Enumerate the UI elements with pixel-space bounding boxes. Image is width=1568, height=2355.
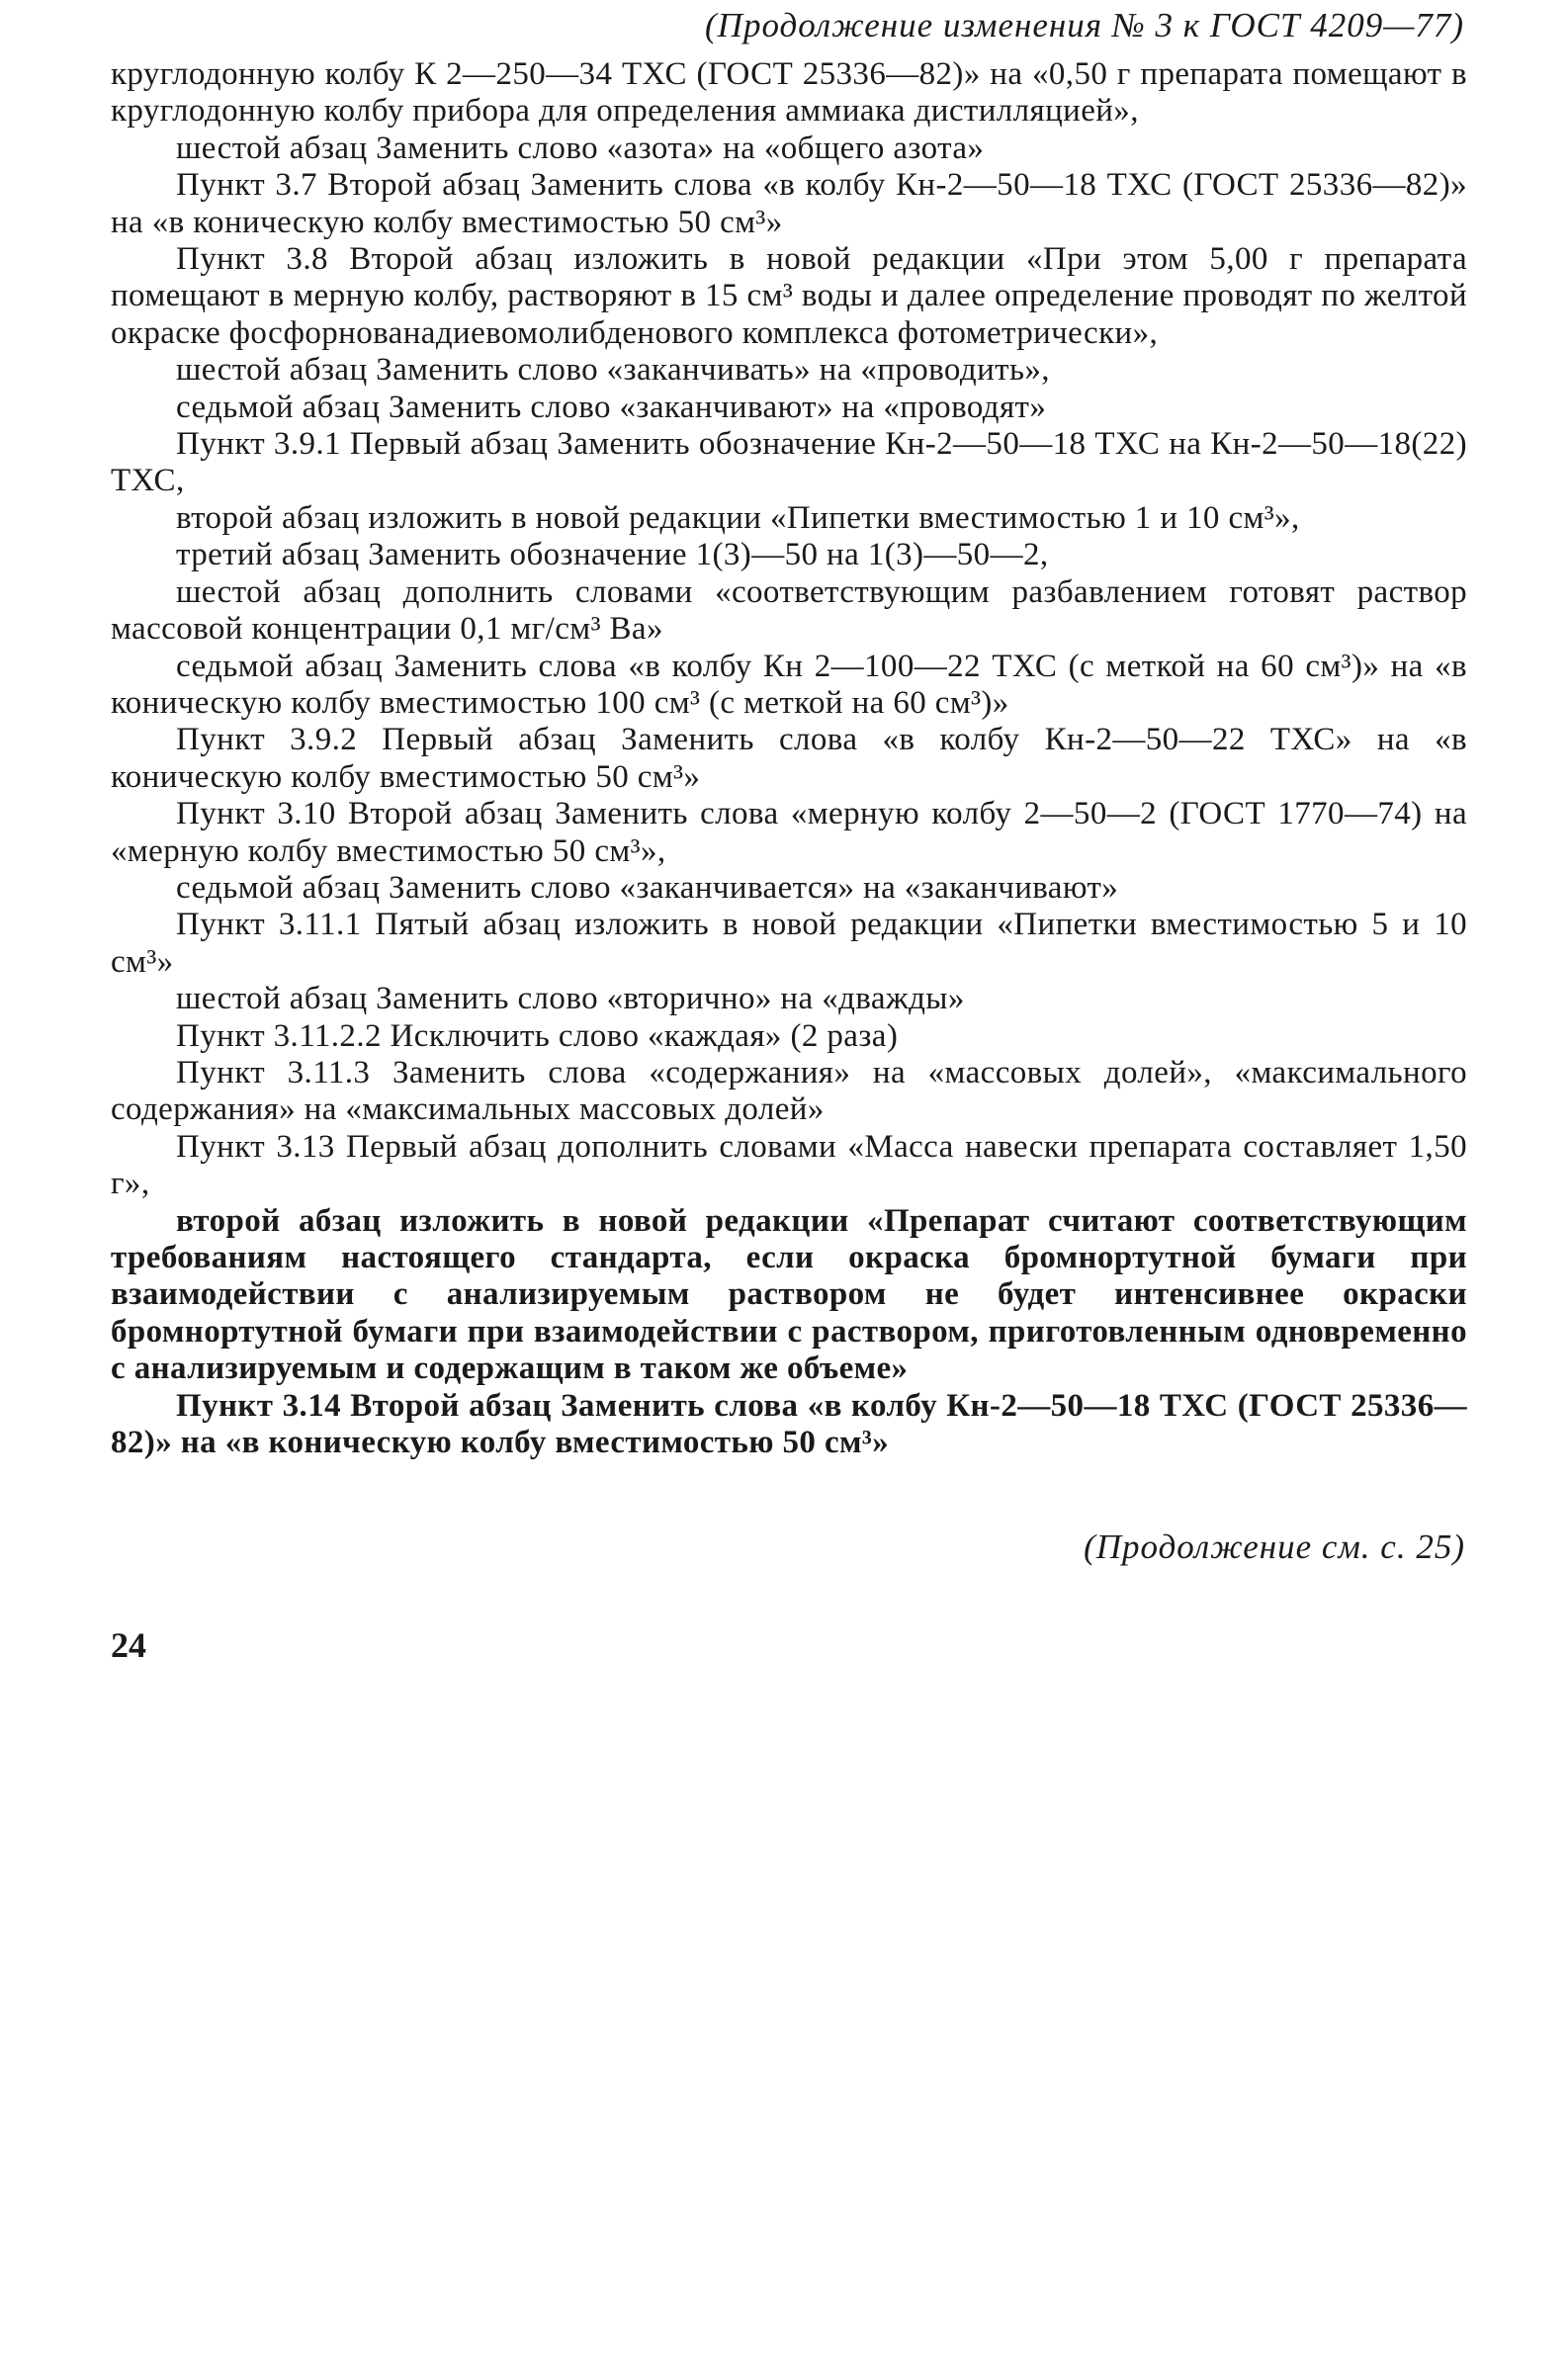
page-number: 24 — [111, 1625, 146, 1665]
paragraph: шестой абзац Заменить слово «вторично» на «дважды» — [176, 981, 965, 1017]
paragraph: Пункт 3.11.2.2 Исключить слово «каждая» (2 раза) — [176, 1017, 899, 1054]
paragraph: Пункт 3.8 Второй абзац изложить в новой редакции «При этом 5,00 г препарата помещают в мерную колбу, растворяют в 15 см³ воды и далее определение проводят по желтой окраске фосфорнованадиевомолибденового комплекса фотометрически», — [111, 241, 1467, 351]
running-header: (Продолжение изменения № 3 к ГОСТ 4209—77) — [705, 6, 1464, 44]
body-text — [111, 56, 1467, 1461]
paragraph: седьмой абзац Заменить слово «заканчивается» на «заканчивают» — [176, 869, 1119, 906]
paragraph: шестой абзац Заменить слово «азота» на «общего азота» — [176, 130, 985, 166]
paragraph: седьмой абзац Заменить слова «в колбу Кн 2—100—22 ТХС (с меткой на 60 см³)» на «в коническую колбу вместимостью 100 см³ (с меткой на 60 см³)» — [111, 648, 1467, 721]
paragraph: шестой абзац Заменить слово «заканчивать» на «проводить», — [176, 352, 1050, 389]
paragraph: Пункт 3.13 Первый абзац дополнить словами «Масса навески препарата составляет 1,50 г», — [111, 1128, 1467, 1202]
paragraph: седьмой абзац Заменить слово «заканчивают» на «проводят» — [176, 389, 1047, 425]
paragraph: Пункт 3.14 Второй абзац Заменить слова «в колбу Кн-2—50—18 ТХС (ГОСТ 25336—82)» на «в коническую колбу вместимостью 50 см³» — [111, 1387, 1467, 1461]
paragraph: второй абзац изложить в новой редакции «Пипетки вместимостью 1 и 10 см³», — [176, 499, 1300, 536]
paragraph: круглодонную колбу К 2—250—34 ТХС (ГОСТ 25336—82)» на «0,50 г препарата помещают в круглодонную колбу прибора для определения аммиака дистилляцией», — [111, 56, 1467, 130]
paragraph: третий абзац Заменить обозначение 1(3)—50 на 1(3)—50—2, — [176, 537, 1049, 573]
paragraph: шестой абзац дополнить словами «соответствующим разбавлением готовят раствор массовой концентрации 0,1 мг/см³ Ва» — [111, 573, 1467, 648]
paragraph: Пункт 3.9.1 Первый абзац Заменить обозначение Кн-2—50—18 ТХС на Кн-2—50—18(22) ТХС, — [111, 426, 1467, 499]
paragraph: второй абзац изложить в новой редакции «Препарат считают соответствующим требованиям настоящего стандарта, если окраска бромнортутной бумаги при взаимодействии с анализируемым раствором не будет интенсивнее окраски бромнортутной бумаги при взаимодействии с раствором, приготовленным одновременно с анализируемым и содержащим в таком же объеме» — [111, 1202, 1467, 1387]
paragraph: Пункт 3.10 Второй абзац Заменить слова «мерную колбу 2—50—2 (ГОСТ 1770—74) на «мерную колбу вместимостью 50 см³», — [111, 796, 1467, 869]
paragraph: Пункт 3.9.2 Первый абзац Заменить слова «в колбу Кн-2—50—22 ТХС» на «в коническую колбу вместимостью 50 см³» — [111, 722, 1467, 795]
paragraph: Пункт 3.7 Второй абзац Заменить слова «в колбу Кн-2—50—18 ТХС (ГОСТ 25336—82)» на «в коническую колбу вместимостью 50 см³» — [111, 167, 1467, 240]
paragraph: Пункт 3.11.1 Пятый абзац изложить в новой редакции «Пипетки вместимостью 5 и 10 см³» — [111, 907, 1467, 980]
paragraph: Пункт 3.11.3 Заменить слова «содержания» на «массовых долей», «максимального содержания» на «максимальных массовых долей» — [111, 1054, 1467, 1128]
running-footer: (Продолжение см. с. 25) — [1084, 1527, 1465, 1566]
